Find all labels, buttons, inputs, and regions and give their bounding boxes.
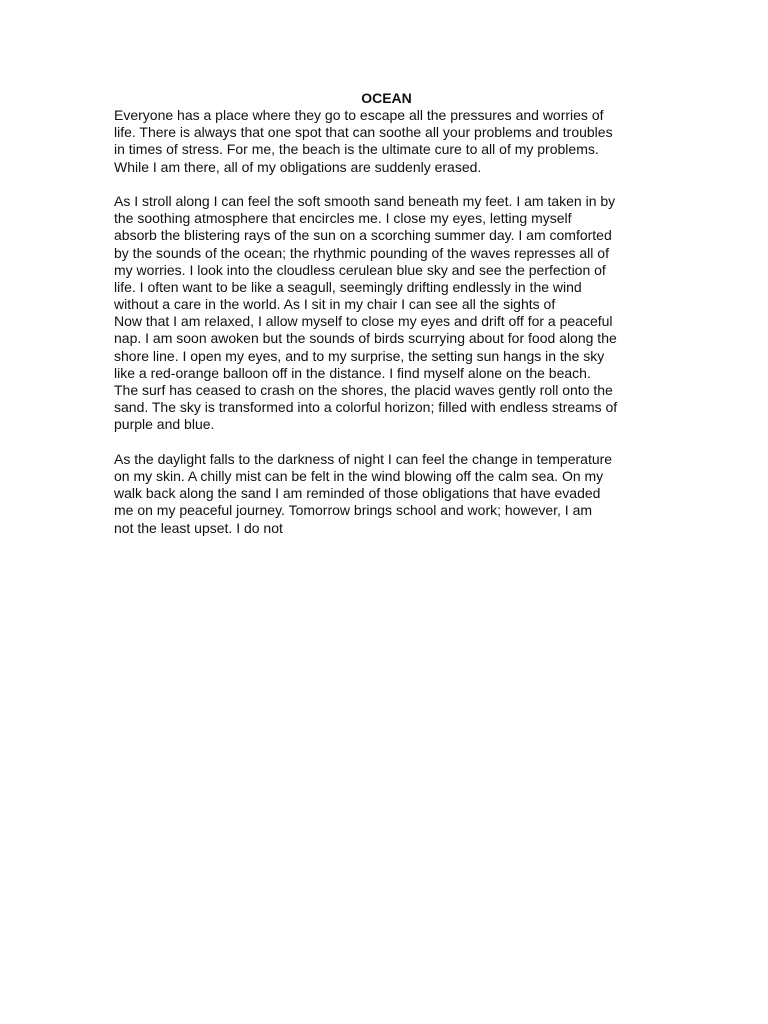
paragraph-line: As the daylight falls to the darkness of night I can feel the change in temperature [114,450,613,467]
paragraph-2 [114,193,659,434]
paragraph-line: on my skin. A chilly mist can be felt in the wind blowing off the calm sea. On my [114,467,604,484]
paragraph-3 [114,451,659,537]
paragraph-line: me on my peaceful journey. Tomorrow brings school and work; however, I am [114,502,593,519]
document-title: OCEAN [361,90,412,106]
paragraph-line: without a care in the world. As I sit in my chair I can see all the sights of [114,296,556,313]
paragraph-line: like a red-orange balloon off in the distance. I find myself alone on the beach. [114,364,591,381]
paragraph-line: life. I often want to be like a seagull, seemingly drifting endlessly in the wind [114,278,582,295]
paragraph-line: Everyone has a place where they go to escape all the pressures and worries of [114,107,604,123]
paragraph-line: my worries. I look into the cloudless cerulean blue sky and see the perfection of [114,261,606,278]
paragraph-line: absorb the blistering rays of the sun on a scorching summer day. I am comforted [114,227,612,244]
paragraph-line: life. There is always that one spot that can soothe all your problems and troubles [114,124,613,141]
paragraph-line: walk back along the sand I am reminded of those obligations that have evaded [114,485,601,502]
paragraph-line: sand. The sky is transformed into a colorful horizon; filled with endless streams of [114,399,618,416]
paragraph-1 [114,107,659,176]
paragraph-line: not the least upset. I do not [114,519,283,536]
document-page [114,90,659,537]
paragraph-line: the soothing atmosphere that encircles me. I close my eyes, letting myself [114,210,572,227]
paragraph-spacer [114,176,659,193]
paragraph-line: The surf has ceased to crash on the shores, the placid waves gently roll onto the [114,382,613,398]
paragraph-line: purple and blue. [114,416,215,433]
paragraph-line: Now that I am relaxed, I allow myself to close my eyes and drift off for a peaceful [114,313,613,330]
paragraph-line: As I stroll along I can feel the soft smooth sand beneath my feet. I am taken in by [114,192,616,209]
paragraph-line: shore line. I open my eyes, and to my surprise, the setting sun hangs in the sky [114,347,605,364]
paragraph-spacer [114,434,659,451]
paragraph-line: nap. I am soon awoken but the sounds of birds scurrying about for food along the [114,330,617,347]
paragraph-line: in times of stress. For me, the beach is the ultimate cure to all of my problems. [114,141,599,158]
paragraph-line: by the sounds of the ocean; the rhythmic pounding of the waves represses all of [114,244,609,261]
paragraph-line: While I am there, all of my obligations are suddenly erased. [114,158,482,175]
